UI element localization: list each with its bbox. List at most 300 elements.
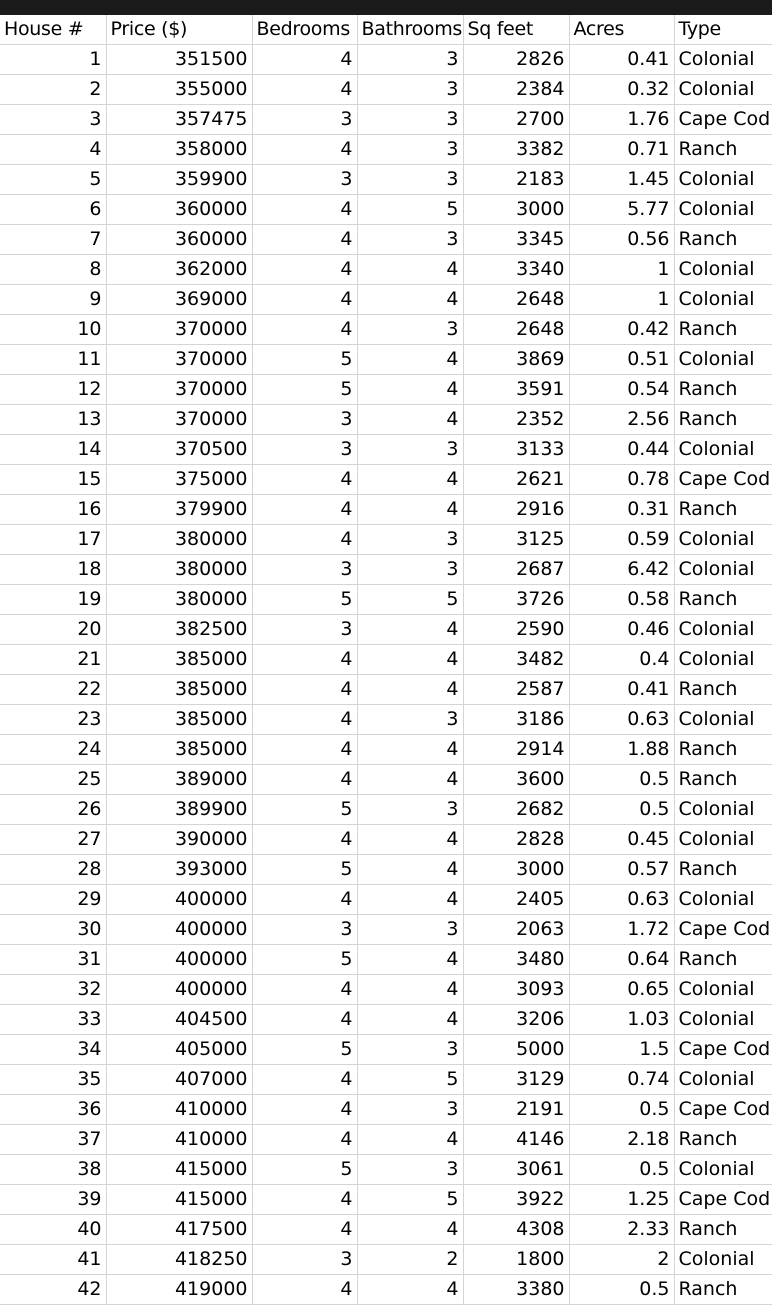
cell-sq-feet[interactable]: 2405 [463,885,569,915]
cell-acres[interactable]: 1.76 [569,105,674,135]
cell-sq-feet[interactable]: 3000 [463,855,569,885]
cell-price[interactable]: 415000 [106,1155,252,1185]
cell-sq-feet[interactable]: 2687 [463,555,569,585]
cell-bedrooms[interactable]: 3 [252,405,357,435]
cell-price[interactable]: 385000 [106,675,252,705]
cell-sq-feet[interactable]: 3000 [463,195,569,225]
cell-type[interactable]: Ranch [674,675,772,705]
cell-bedrooms[interactable]: 5 [252,945,357,975]
cell-acres[interactable]: 0.63 [569,885,674,915]
cell-bathrooms[interactable]: 3 [357,1035,463,1065]
cell-bedrooms[interactable]: 4 [252,705,357,735]
cell-type[interactable]: Colonial [674,825,772,855]
cell-bathrooms[interactable]: 5 [357,195,463,225]
cell-bathrooms[interactable]: 4 [357,765,463,795]
cell-sq-feet[interactable]: 2063 [463,915,569,945]
cell-acres[interactable]: 0.42 [569,315,674,345]
cell-sq-feet[interactable]: 2826 [463,45,569,75]
cell-price[interactable]: 370000 [106,375,252,405]
cell-type[interactable]: Colonial [674,1005,772,1035]
cell-bathrooms[interactable]: 4 [357,615,463,645]
cell-sq-feet[interactable]: 3186 [463,705,569,735]
cell-house-number[interactable]: 17 [0,525,106,555]
cell-price[interactable]: 410000 [106,1125,252,1155]
cell-sq-feet[interactable]: 2700 [463,105,569,135]
cell-bathrooms[interactable]: 4 [357,1275,463,1305]
cell-type[interactable]: Colonial [674,795,772,825]
cell-house-number[interactable]: 10 [0,315,106,345]
cell-house-number[interactable]: 32 [0,975,106,1005]
cell-sq-feet[interactable]: 2590 [463,615,569,645]
cell-house-number[interactable]: 19 [0,585,106,615]
cell-sq-feet[interactable]: 2682 [463,795,569,825]
cell-house-number[interactable]: 7 [0,225,106,255]
cell-acres[interactable]: 1.03 [569,1005,674,1035]
cell-bathrooms[interactable]: 4 [357,495,463,525]
cell-type[interactable]: Colonial [674,1155,772,1185]
cell-bedrooms[interactable]: 4 [252,645,357,675]
cell-acres[interactable]: 0.71 [569,135,674,165]
cell-bedrooms[interactable]: 4 [252,465,357,495]
cell-sq-feet[interactable]: 2191 [463,1095,569,1125]
cell-sq-feet[interactable]: 2352 [463,405,569,435]
cell-bedrooms[interactable]: 3 [252,165,357,195]
cell-sq-feet[interactable]: 4308 [463,1215,569,1245]
cell-price[interactable]: 400000 [106,915,252,945]
cell-acres[interactable]: 0.5 [569,1095,674,1125]
cell-price[interactable]: 375000 [106,465,252,495]
cell-bathrooms[interactable]: 3 [357,1095,463,1125]
cell-sq-feet[interactable]: 3482 [463,645,569,675]
cell-price[interactable]: 380000 [106,525,252,555]
cell-bathrooms[interactable]: 4 [357,255,463,285]
cell-acres[interactable]: 0.31 [569,495,674,525]
cell-house-number[interactable]: 15 [0,465,106,495]
cell-price[interactable]: 385000 [106,645,252,675]
cell-type[interactable]: Ranch [674,225,772,255]
cell-sq-feet[interactable]: 2384 [463,75,569,105]
cell-price[interactable]: 393000 [106,855,252,885]
cell-bedrooms[interactable]: 4 [252,735,357,765]
cell-type[interactable]: Cape Cod [674,465,772,495]
cell-type[interactable]: Colonial [674,255,772,285]
cell-house-number[interactable]: 16 [0,495,106,525]
cell-price[interactable]: 380000 [106,555,252,585]
cell-bedrooms[interactable]: 4 [252,225,357,255]
cell-sq-feet[interactable]: 4146 [463,1125,569,1155]
cell-sq-feet[interactable]: 3382 [463,135,569,165]
cell-sq-feet[interactable]: 3129 [463,1065,569,1095]
cell-house-number[interactable]: 18 [0,555,106,585]
cell-sq-feet[interactable]: 3206 [463,1005,569,1035]
cell-bathrooms[interactable]: 4 [357,675,463,705]
cell-type[interactable]: Cape Cod [674,915,772,945]
cell-bedrooms[interactable]: 4 [252,675,357,705]
cell-bathrooms[interactable]: 3 [357,915,463,945]
cell-price[interactable]: 385000 [106,705,252,735]
cell-type[interactable]: Colonial [674,645,772,675]
cell-type[interactable]: Ranch [674,495,772,525]
cell-bedrooms[interactable]: 5 [252,375,357,405]
cell-price[interactable]: 385000 [106,735,252,765]
cell-acres[interactable]: 1.72 [569,915,674,945]
cell-bedrooms[interactable]: 5 [252,1155,357,1185]
cell-type[interactable]: Ranch [674,585,772,615]
cell-house-number[interactable]: 4 [0,135,106,165]
cell-sq-feet[interactable]: 3345 [463,225,569,255]
cell-bedrooms[interactable]: 4 [252,45,357,75]
cell-type[interactable]: Ranch [674,315,772,345]
cell-acres[interactable]: 0.5 [569,1155,674,1185]
cell-type[interactable]: Ranch [674,375,772,405]
cell-bedrooms[interactable]: 4 [252,1185,357,1215]
cell-acres[interactable]: 0.63 [569,705,674,735]
cell-bathrooms[interactable]: 3 [357,225,463,255]
cell-bathrooms[interactable]: 3 [357,135,463,165]
cell-type[interactable]: Colonial [674,435,772,465]
cell-type[interactable]: Ranch [674,135,772,165]
header-price[interactable]: Price ($) [106,15,252,45]
cell-acres[interactable]: 0.32 [569,75,674,105]
cell-bathrooms[interactable]: 5 [357,1185,463,1215]
cell-acres[interactable]: 1.88 [569,735,674,765]
cell-house-number[interactable]: 6 [0,195,106,225]
cell-sq-feet[interactable]: 2828 [463,825,569,855]
cell-bedrooms[interactable]: 3 [252,435,357,465]
cell-bedrooms[interactable]: 4 [252,75,357,105]
cell-bathrooms[interactable]: 4 [357,345,463,375]
cell-house-number[interactable]: 41 [0,1245,106,1275]
cell-acres[interactable]: 0.57 [569,855,674,885]
cell-acres[interactable]: 1 [569,255,674,285]
cell-price[interactable]: 370500 [106,435,252,465]
cell-sq-feet[interactable]: 3591 [463,375,569,405]
cell-bedrooms[interactable]: 5 [252,345,357,375]
cell-bathrooms[interactable]: 3 [357,105,463,135]
cell-bedrooms[interactable]: 5 [252,585,357,615]
cell-house-number[interactable]: 31 [0,945,106,975]
cell-type[interactable]: Colonial [674,285,772,315]
cell-price[interactable]: 418250 [106,1245,252,1275]
cell-bathrooms[interactable]: 4 [357,1215,463,1245]
cell-sq-feet[interactable]: 2648 [463,315,569,345]
cell-price[interactable]: 400000 [106,945,252,975]
cell-house-number[interactable]: 29 [0,885,106,915]
cell-bathrooms[interactable]: 4 [357,975,463,1005]
cell-price[interactable]: 410000 [106,1095,252,1125]
cell-price[interactable]: 360000 [106,195,252,225]
cell-bathrooms[interactable]: 3 [357,525,463,555]
cell-bathrooms[interactable]: 4 [357,945,463,975]
cell-acres[interactable]: 0.41 [569,675,674,705]
cell-house-number[interactable]: 21 [0,645,106,675]
cell-price[interactable]: 358000 [106,135,252,165]
cell-sq-feet[interactable]: 3480 [463,945,569,975]
cell-type[interactable]: Ranch [674,945,772,975]
cell-acres[interactable]: 0.65 [569,975,674,1005]
cell-acres[interactable]: 0.46 [569,615,674,645]
cell-type[interactable]: Colonial [674,555,772,585]
cell-price[interactable]: 360000 [106,225,252,255]
cell-bedrooms[interactable]: 4 [252,825,357,855]
cell-sq-feet[interactable]: 3125 [463,525,569,555]
cell-type[interactable]: Ranch [674,405,772,435]
cell-house-number[interactable]: 14 [0,435,106,465]
cell-bedrooms[interactable]: 4 [252,255,357,285]
cell-sq-feet[interactable]: 2183 [463,165,569,195]
cell-house-number[interactable]: 28 [0,855,106,885]
cell-type[interactable]: Colonial [674,45,772,75]
cell-type[interactable]: Colonial [674,975,772,1005]
cell-type[interactable]: Colonial [674,75,772,105]
cell-price[interactable]: 370000 [106,345,252,375]
cell-bathrooms[interactable]: 4 [357,735,463,765]
cell-price[interactable]: 369000 [106,285,252,315]
cell-type[interactable]: Colonial [674,345,772,375]
cell-price[interactable]: 380000 [106,585,252,615]
header-type[interactable]: Type [674,15,772,45]
cell-acres[interactable]: 0.74 [569,1065,674,1095]
cell-bedrooms[interactable]: 4 [252,525,357,555]
cell-house-number[interactable]: 22 [0,675,106,705]
cell-acres[interactable]: 1.45 [569,165,674,195]
cell-type[interactable]: Cape Cod [674,1185,772,1215]
cell-house-number[interactable]: 2 [0,75,106,105]
cell-acres[interactable]: 0.5 [569,765,674,795]
cell-bathrooms[interactable]: 3 [357,165,463,195]
cell-type[interactable]: Colonial [674,615,772,645]
cell-house-number[interactable]: 5 [0,165,106,195]
cell-type[interactable]: Colonial [674,885,772,915]
cell-acres[interactable]: 1.5 [569,1035,674,1065]
cell-house-number[interactable]: 3 [0,105,106,135]
cell-bedrooms[interactable]: 3 [252,615,357,645]
cell-acres[interactable]: 0.44 [569,435,674,465]
cell-bedrooms[interactable]: 5 [252,1035,357,1065]
cell-bathrooms[interactable]: 3 [357,435,463,465]
cell-sq-feet[interactable]: 3380 [463,1275,569,1305]
cell-acres[interactable]: 0.59 [569,525,674,555]
cell-type[interactable]: Colonial [674,165,772,195]
cell-price[interactable]: 404500 [106,1005,252,1035]
cell-acres[interactable]: 6.42 [569,555,674,585]
cell-house-number[interactable]: 36 [0,1095,106,1125]
cell-price[interactable]: 359900 [106,165,252,195]
cell-bedrooms[interactable]: 4 [252,315,357,345]
cell-price[interactable]: 407000 [106,1065,252,1095]
cell-acres[interactable]: 2.33 [569,1215,674,1245]
cell-sq-feet[interactable]: 2916 [463,495,569,525]
cell-type[interactable]: Colonial [674,525,772,555]
cell-type[interactable]: Ranch [674,1125,772,1155]
cell-type[interactable]: Colonial [674,705,772,735]
cell-acres[interactable]: 1 [569,285,674,315]
header-acres[interactable]: Acres [569,15,674,45]
cell-acres[interactable]: 2.18 [569,1125,674,1155]
cell-bathrooms[interactable]: 4 [357,405,463,435]
cell-sq-feet[interactable]: 3726 [463,585,569,615]
cell-price[interactable]: 370000 [106,315,252,345]
cell-acres[interactable]: 0.51 [569,345,674,375]
cell-bathrooms[interactable]: 3 [357,45,463,75]
cell-acres[interactable]: 0.4 [569,645,674,675]
cell-bathrooms[interactable]: 3 [357,75,463,105]
cell-bedrooms[interactable]: 4 [252,1005,357,1035]
cell-sq-feet[interactable]: 3093 [463,975,569,1005]
cell-type[interactable]: Cape Cod [674,105,772,135]
cell-bedrooms[interactable]: 5 [252,855,357,885]
cell-house-number[interactable]: 42 [0,1275,106,1305]
cell-sq-feet[interactable]: 2914 [463,735,569,765]
cell-bedrooms[interactable]: 4 [252,885,357,915]
cell-house-number[interactable]: 34 [0,1035,106,1065]
cell-acres[interactable]: 0.41 [569,45,674,75]
cell-house-number[interactable]: 38 [0,1155,106,1185]
cell-house-number[interactable]: 11 [0,345,106,375]
cell-house-number[interactable]: 39 [0,1185,106,1215]
cell-acres[interactable]: 0.56 [569,225,674,255]
cell-price[interactable]: 405000 [106,1035,252,1065]
cell-acres[interactable]: 2.56 [569,405,674,435]
cell-price[interactable]: 400000 [106,975,252,1005]
cell-sq-feet[interactable]: 5000 [463,1035,569,1065]
cell-bedrooms[interactable]: 4 [252,495,357,525]
cell-house-number[interactable]: 26 [0,795,106,825]
cell-acres[interactable]: 1.25 [569,1185,674,1215]
cell-bathrooms[interactable]: 4 [357,855,463,885]
cell-house-number[interactable]: 25 [0,765,106,795]
cell-house-number[interactable]: 35 [0,1065,106,1095]
cell-bedrooms[interactable]: 4 [252,285,357,315]
cell-house-number[interactable]: 8 [0,255,106,285]
cell-price[interactable]: 362000 [106,255,252,285]
cell-acres[interactable]: 0.5 [569,1275,674,1305]
cell-bedrooms[interactable]: 4 [252,765,357,795]
cell-type[interactable]: Ranch [674,765,772,795]
cell-house-number[interactable]: 33 [0,1005,106,1035]
cell-house-number[interactable]: 40 [0,1215,106,1245]
cell-bedrooms[interactable]: 3 [252,915,357,945]
cell-bedrooms[interactable]: 4 [252,975,357,1005]
cell-house-number[interactable]: 37 [0,1125,106,1155]
cell-bathrooms[interactable]: 2 [357,1245,463,1275]
cell-bathrooms[interactable]: 3 [357,555,463,585]
header-sq-feet[interactable]: Sq feet [463,15,569,45]
cell-bathrooms[interactable]: 4 [357,1125,463,1155]
cell-type[interactable]: Cape Cod [674,1035,772,1065]
cell-price[interactable]: 415000 [106,1185,252,1215]
cell-bathrooms[interactable]: 4 [357,885,463,915]
cell-house-number[interactable]: 20 [0,615,106,645]
cell-price[interactable]: 351500 [106,45,252,75]
cell-bedrooms[interactable]: 4 [252,1125,357,1155]
cell-price[interactable]: 355000 [106,75,252,105]
cell-acres[interactable]: 0.64 [569,945,674,975]
cell-type[interactable]: Colonial [674,1245,772,1275]
cell-house-number[interactable]: 1 [0,45,106,75]
cell-bathrooms[interactable]: 4 [357,1005,463,1035]
header-house-number[interactable]: House # [0,15,106,45]
cell-sq-feet[interactable]: 2621 [463,465,569,495]
cell-house-number[interactable]: 13 [0,405,106,435]
cell-bedrooms[interactable]: 5 [252,795,357,825]
cell-price[interactable]: 389000 [106,765,252,795]
cell-type[interactable]: Ranch [674,855,772,885]
cell-house-number[interactable]: 30 [0,915,106,945]
cell-type[interactable]: Colonial [674,195,772,225]
cell-price[interactable]: 389900 [106,795,252,825]
cell-sq-feet[interactable]: 3869 [463,345,569,375]
cell-price[interactable]: 379900 [106,495,252,525]
cell-bedrooms[interactable]: 4 [252,1065,357,1095]
cell-bathrooms[interactable]: 3 [357,705,463,735]
cell-bedrooms[interactable]: 3 [252,1245,357,1275]
cell-sq-feet[interactable]: 2587 [463,675,569,705]
cell-acres[interactable]: 0.78 [569,465,674,495]
cell-bathrooms[interactable]: 3 [357,795,463,825]
cell-price[interactable]: 382500 [106,615,252,645]
cell-house-number[interactable]: 23 [0,705,106,735]
cell-house-number[interactable]: 9 [0,285,106,315]
cell-price[interactable]: 357475 [106,105,252,135]
cell-acres[interactable]: 0.45 [569,825,674,855]
cell-bedrooms[interactable]: 4 [252,1215,357,1245]
cell-sq-feet[interactable]: 3600 [463,765,569,795]
cell-price[interactable]: 400000 [106,885,252,915]
cell-price[interactable]: 419000 [106,1275,252,1305]
cell-bedrooms[interactable]: 4 [252,1095,357,1125]
cell-bedrooms[interactable]: 4 [252,195,357,225]
cell-bathrooms[interactable]: 4 [357,375,463,405]
cell-bedrooms[interactable]: 4 [252,1275,357,1305]
header-bathrooms[interactable]: Bathrooms [357,15,463,45]
cell-sq-feet[interactable]: 3133 [463,435,569,465]
cell-acres[interactable]: 0.58 [569,585,674,615]
cell-house-number[interactable]: 24 [0,735,106,765]
cell-sq-feet[interactable]: 3922 [463,1185,569,1215]
cell-price[interactable]: 370000 [106,405,252,435]
cell-house-number[interactable]: 12 [0,375,106,405]
cell-bathrooms[interactable]: 3 [357,315,463,345]
cell-type[interactable]: Cape Cod [674,1095,772,1125]
cell-bathrooms[interactable]: 4 [357,285,463,315]
cell-type[interactable]: Ranch [674,735,772,765]
cell-sq-feet[interactable]: 3061 [463,1155,569,1185]
cell-type[interactable]: Ranch [674,1215,772,1245]
cell-bathrooms[interactable]: 4 [357,645,463,675]
cell-acres[interactable]: 0.5 [569,795,674,825]
cell-bathrooms[interactable]: 4 [357,825,463,855]
cell-bathrooms[interactable]: 5 [357,585,463,615]
cell-sq-feet[interactable]: 3340 [463,255,569,285]
cell-sq-feet[interactable]: 2648 [463,285,569,315]
cell-price[interactable]: 390000 [106,825,252,855]
header-bedrooms[interactable]: Bedrooms [252,15,357,45]
cell-type[interactable]: Colonial [674,1065,772,1095]
cell-bedrooms[interactable]: 3 [252,105,357,135]
cell-house-number[interactable]: 27 [0,825,106,855]
cell-bedrooms[interactable]: 3 [252,555,357,585]
cell-bathrooms[interactable]: 5 [357,1065,463,1095]
cell-type[interactable]: Ranch [674,1275,772,1305]
cell-bathrooms[interactable]: 4 [357,465,463,495]
cell-acres[interactable]: 0.54 [569,375,674,405]
cell-bedrooms[interactable]: 4 [252,135,357,165]
cell-acres[interactable]: 2 [569,1245,674,1275]
cell-bathrooms[interactable]: 3 [357,1155,463,1185]
cell-sq-feet[interactable]: 1800 [463,1245,569,1275]
cell-price[interactable]: 417500 [106,1215,252,1245]
